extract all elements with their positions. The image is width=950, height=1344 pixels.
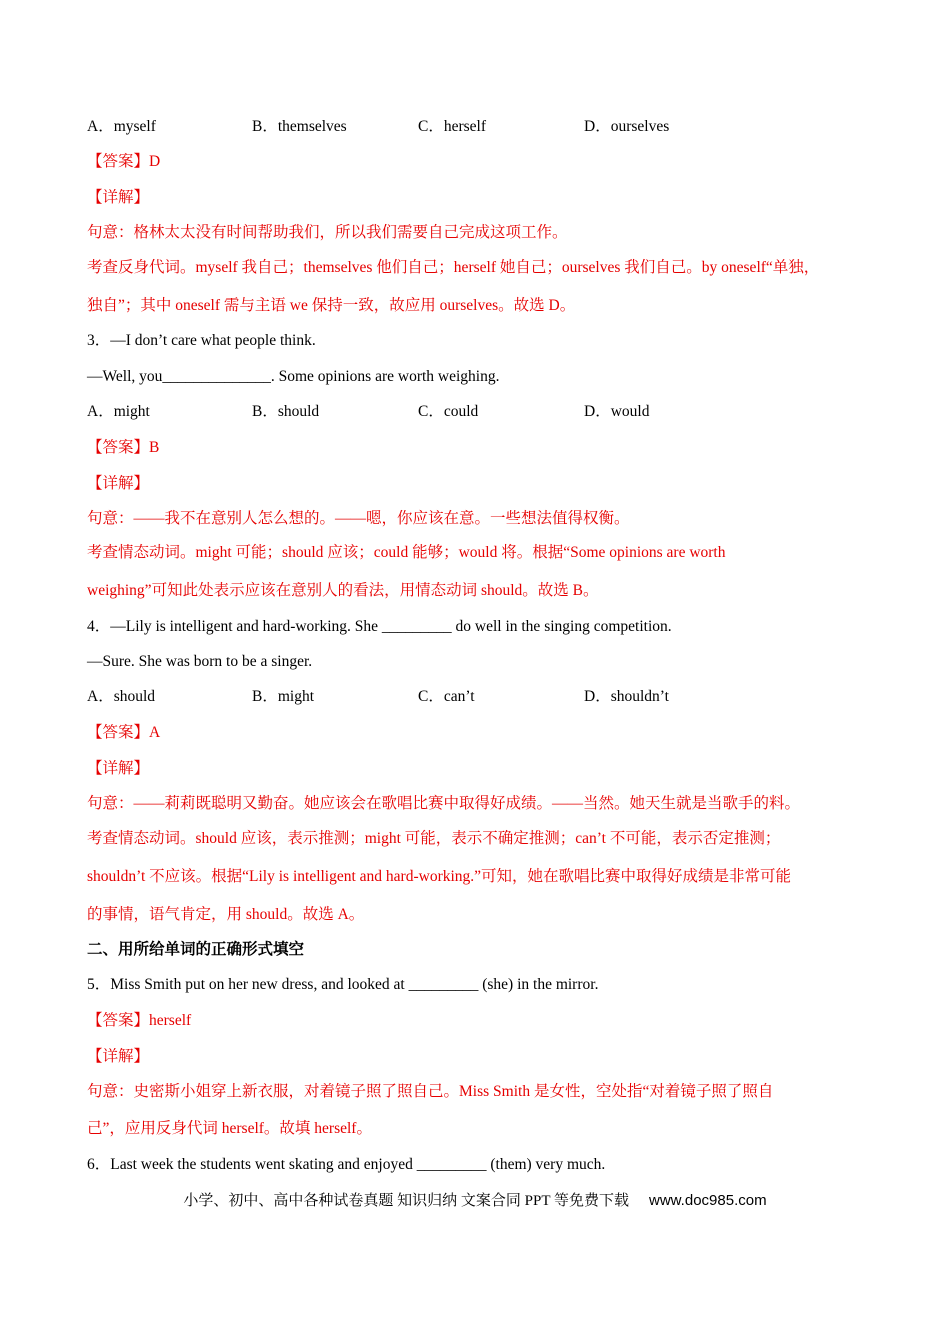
q4-analysis-line-3: 的事情，语气肯定，用 should。故选 A。 [87, 906, 365, 923]
q3-analysis-line-2: weighing”可知此处表示应该在意别人的看法，用情态动词 should。故选 B。 [87, 582, 599, 599]
q5-meaning-line-2: 己”，应用反身代词 herself。故填 herself。 [87, 1120, 372, 1137]
q4-detail-label: 【详解】 [87, 760, 150, 777]
q4-option-a: A．should [87, 688, 156, 705]
q4-option-c: C．can’t [418, 688, 475, 705]
q3-answer: 【答案】B [87, 439, 160, 456]
q2-meaning: 句意：格林太太没有时间帮助我们，所以我们需要自己完成这项工作。 [87, 224, 568, 241]
q3-analysis-line-1: 考查情态动词。might 可能；should 应该；could 能够；would 将。根据“Some opinions are worth [87, 544, 726, 561]
q3-option-c: C．could [418, 403, 479, 420]
q2-analysis-line-1: 考查反身代词。myself 我自己；themselves 他们自己；herself 她自己；ourselves 我们自己。by oneself“单独， [87, 259, 820, 276]
q3-detail-label: 【详解】 [87, 475, 150, 492]
q3-option-d: D．would [584, 403, 650, 420]
q3-stem-line-2: —Well, you______________. Some opinions are worth weighing. [87, 368, 500, 385]
page-footer [0, 1191, 950, 1211]
q2-detail-label: 【详解】 [87, 189, 150, 206]
q5-detail-label: 【详解】 [87, 1048, 150, 1065]
q5-stem: 5．Miss Smith put on her new dress, and looked at _________ (she) in the mirror. [87, 976, 599, 993]
q4-stem-line-1: 4．—Lily is intelligent and hard-working. She _________ do well in the singing competition. [87, 618, 672, 635]
q2-option-b: B．themselves [252, 118, 347, 135]
q4-option-d: D．shouldn’t [584, 688, 669, 705]
q5-answer: 【答案】herself [87, 1012, 192, 1029]
q4-meaning: 句意：——莉莉既聪明又勤奋。她应该会在歌唱比赛中取得好成绩。——当然。她天生就是当歌手的料。 [87, 795, 801, 812]
section-title: 二、用所给单词的正确形式填空 [87, 941, 305, 958]
q4-answer: 【答案】A [87, 724, 161, 741]
q4-option-b: B．might [252, 688, 315, 705]
q3-option-b: B．should [252, 403, 320, 420]
q2-option-d: D．ourselves [584, 118, 670, 135]
q5-meaning-line-1: 句意：史密斯小姐穿上新衣服，对着镜子照了照自己。Miss Smith 是女性，空处指“对着镜子照了照自 [87, 1083, 774, 1100]
q4-stem-line-2: —Sure. She was born to be a singer. [87, 653, 313, 670]
q2-answer: 【答案】D [87, 153, 161, 170]
q2-option-c: C．herself [418, 118, 487, 135]
q3-meaning: 句意：——我不在意别人怎么想的。——嗯，你应该在意。一些想法值得权衡。 [87, 510, 630, 527]
q6-stem: 6．Last week the students went skating and enjoyed _________ (them) very much. [87, 1156, 606, 1173]
footer-site-link[interactable]: www.doc985.com [649, 1192, 767, 1209]
q3-option-a: A．might [87, 403, 150, 420]
q3-stem-line-1: 3．—I don’t care what people think. [87, 332, 316, 349]
q2-analysis-line-2: 独自”；其中 oneself 需与主语 we 保持一致，故应用 ourselves。故选 D。 [87, 297, 576, 314]
q4-analysis-line-1: 考查情态动词。should 应该，表示推测；might 可能，表示不确定推测；can’t 不可能，表示否定推测； [87, 830, 781, 847]
q2-option-a: A．myself [87, 118, 156, 135]
q4-analysis-line-2: shouldn’t 不应该。根据“Lily is intelligent and hard-working.”可知，她在歌唱比赛中取得好成绩是非常可能 [87, 868, 792, 885]
footer-text: 小学、初中、高中各种试卷真题 知识归纳 文案合同 PPT 等免费下载 [183, 1193, 630, 1209]
